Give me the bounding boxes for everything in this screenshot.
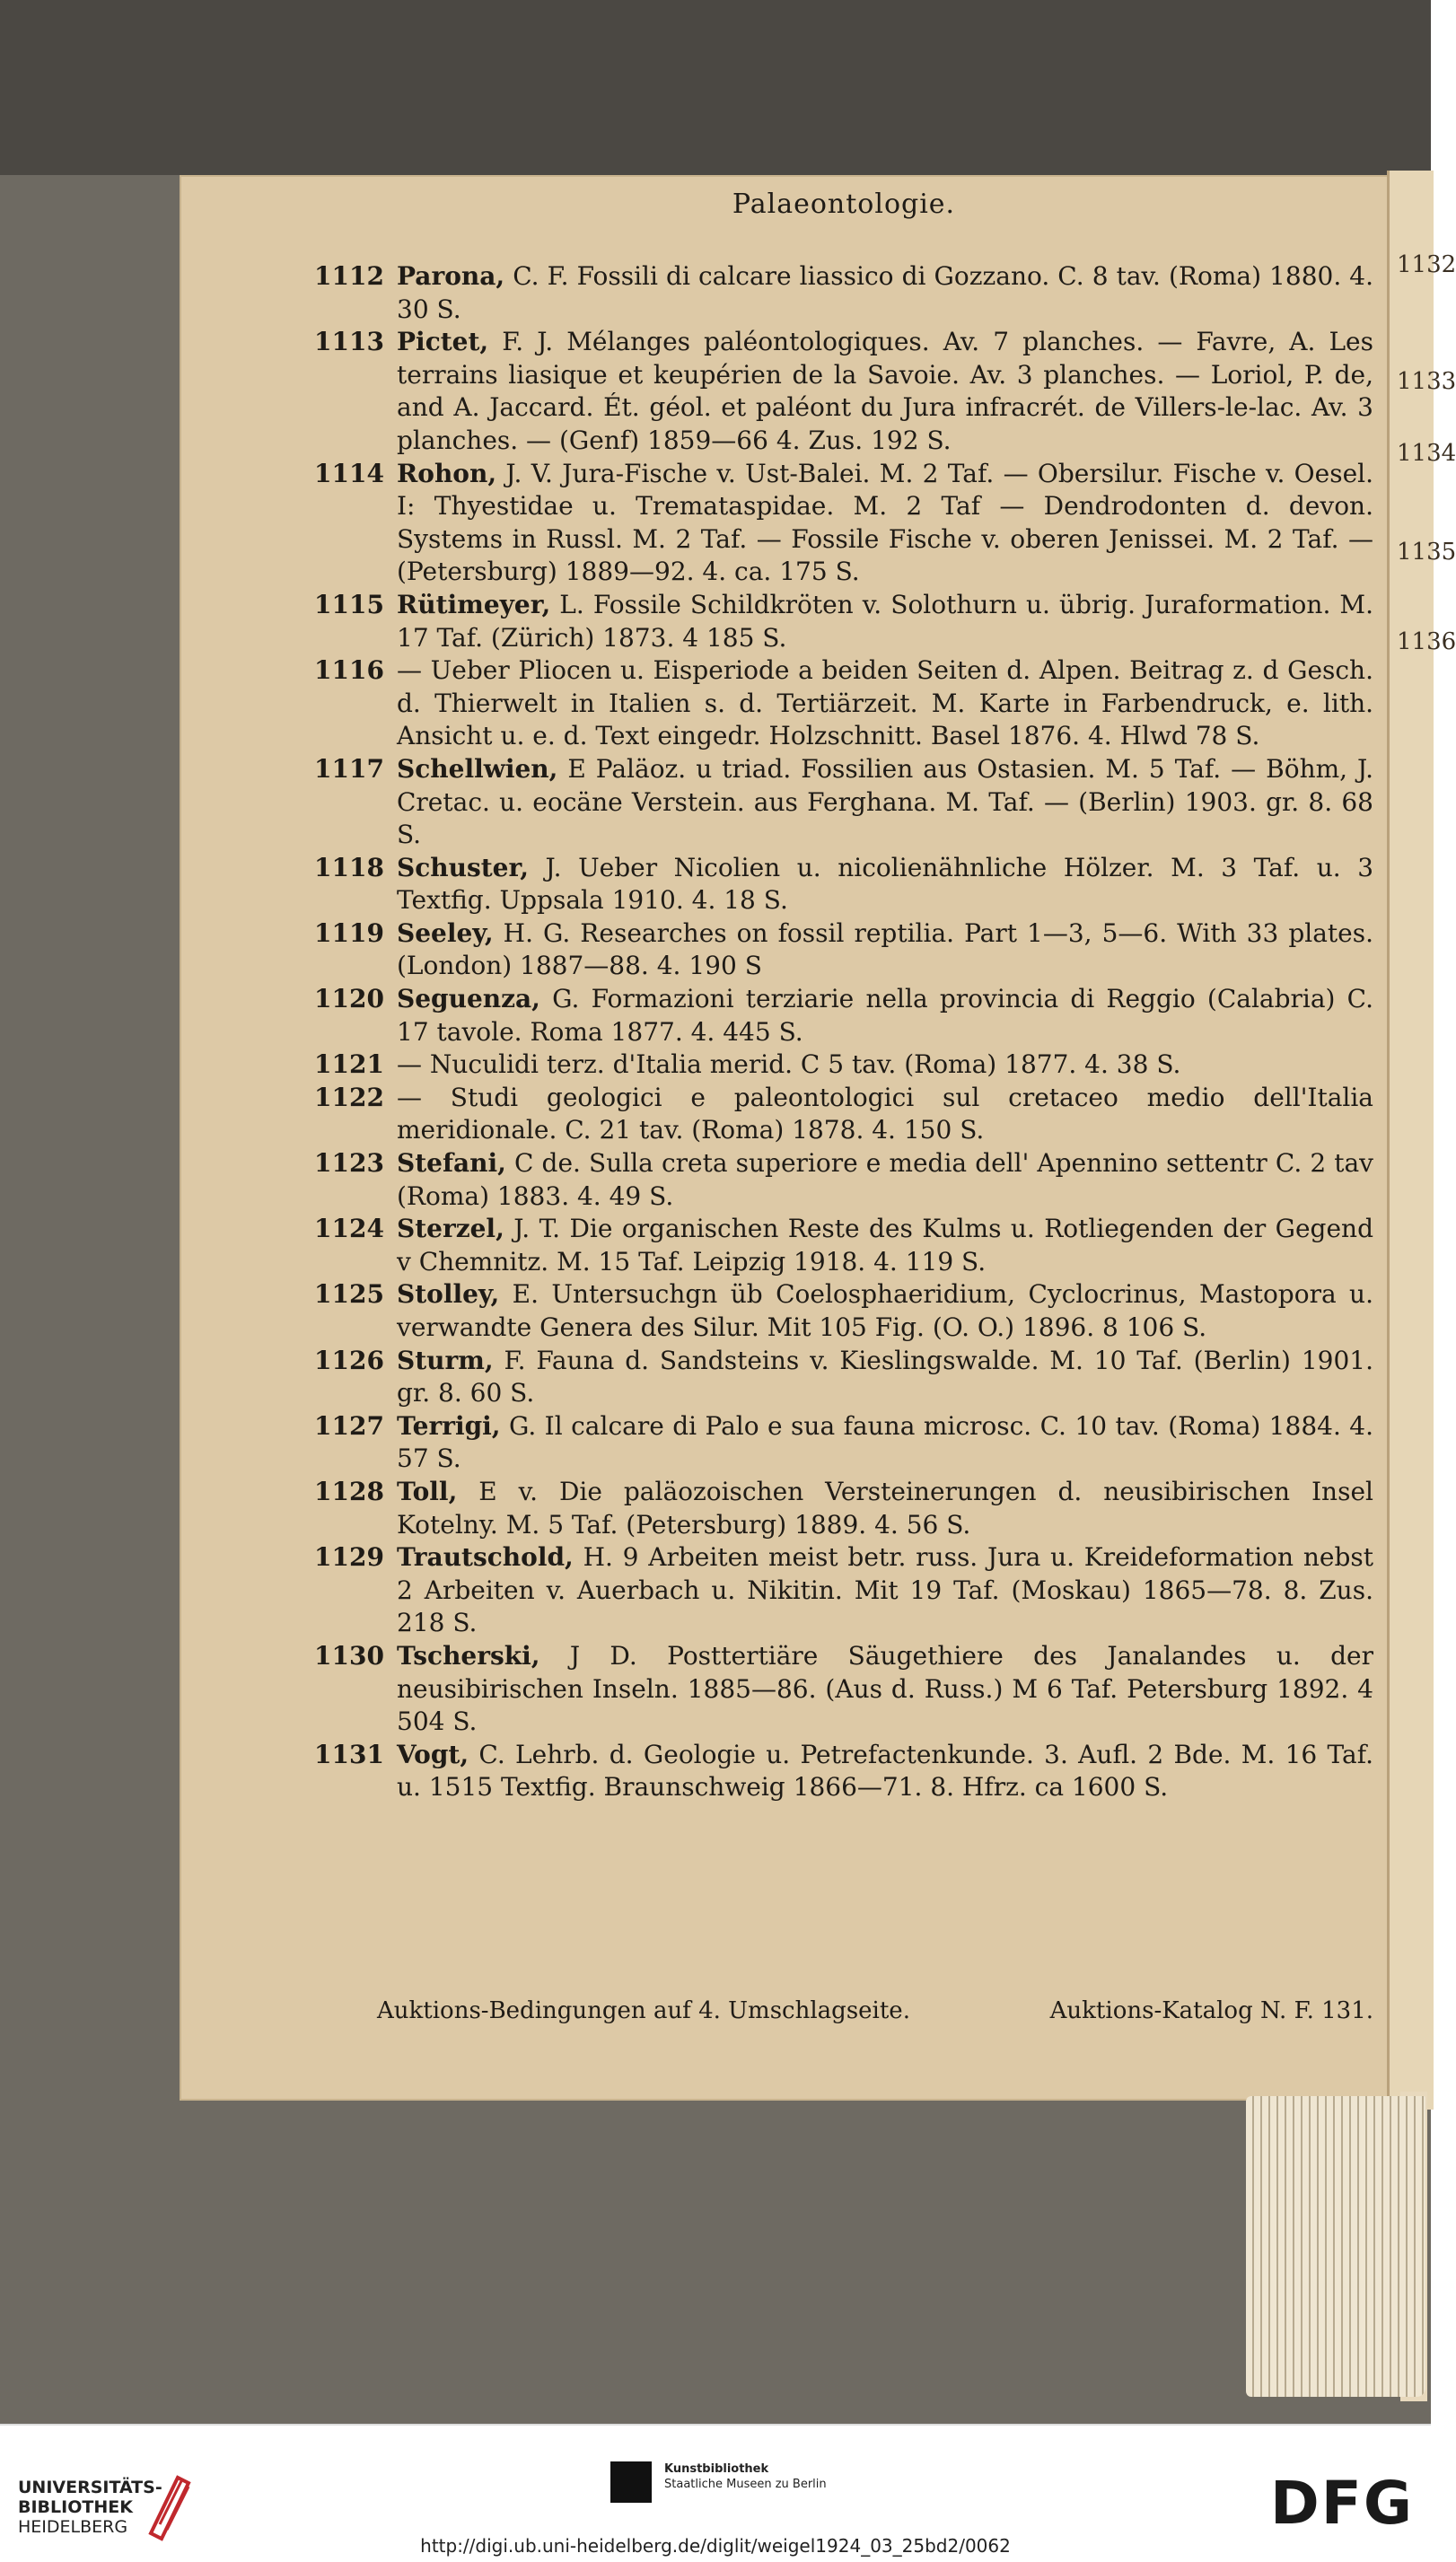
catalog-entry xyxy=(314,1345,1373,1410)
catalog-entry xyxy=(314,260,1373,326)
entry-number: 1130 xyxy=(314,1640,384,1671)
entry-author: Seeley, xyxy=(397,917,494,948)
footer-left: Auktions-Bedingungen auf 4. Umschlagseite. xyxy=(377,1997,910,2024)
entry-number: 1114 xyxy=(314,458,384,488)
entry-text: — Ueber Pliocen u. Eisperiode a beiden Seiten d. Alpen. Beitrag z. d Gesch. d. Thierwelt in Italien s. d. Tertiärzeit. M. Karte in Farbendruck, e. lith. Ansicht u. e. d. Text eingedr. Holzschnitt. Basel 1876. 4. Hlwd 78 S. xyxy=(397,655,1373,751)
entry-text: F. Fauna d. Sandsteins v. Kieslingswalde. M. 10 Taf. (Berlin) 1901. gr. 8. 60 S. xyxy=(397,1345,1373,1408)
entry-author: Sterzel, xyxy=(397,1214,504,1244)
book-stack xyxy=(1246,2096,1425,2397)
entry-text: H. G. Researches on fossil reptilia. Part 1—3, 5—6. With 33 plates. (London) 1887—88. 4. 190 S xyxy=(397,917,1373,981)
entry-number: 1128 xyxy=(314,1476,384,1506)
kunstbibliothek-logo-icon[interactable] xyxy=(610,2461,652,2503)
ub-line2: BIBLIOTHEK xyxy=(18,2497,133,2517)
page-title: Palaeontologie. xyxy=(732,189,956,220)
ub-heidelberg-logo[interactable] xyxy=(18,2478,162,2537)
kb-line2: Staatliche Museen zu Berlin xyxy=(664,2478,827,2491)
catalog-entry xyxy=(314,917,1373,983)
entry-text: — Studi geologici e paleontologici sul cretaceo medio dell'Italia meridionale. C. 21 tav. (Roma) 1878. 4. 150 S. xyxy=(397,1082,1373,1145)
entry-author: Parona, xyxy=(397,261,505,291)
edge-number: 1136 xyxy=(1397,628,1456,655)
entry-author: Sturm, xyxy=(397,1345,494,1375)
catalog-entry xyxy=(314,753,1373,852)
entry-author: Terrigi, xyxy=(397,1410,501,1441)
entry-author: Vogt, xyxy=(397,1739,469,1769)
kb-line1: Kunstbibliothek xyxy=(664,2462,769,2476)
edge-number: 1134 xyxy=(1397,440,1456,467)
entry-text: E v. Die paläozoischen Versteinerungen d. neusibirischen Insel Kotelny. M. 5 Taf. (Petersburg) 1889. 4. 56 S. xyxy=(397,1476,1373,1540)
catalog-entry xyxy=(314,1410,1373,1476)
ub-emblem-icon xyxy=(142,2470,196,2540)
catalog-entry xyxy=(314,1541,1373,1640)
entry-text: — Nuculidi terz. d'Italia merid. C 5 tav. (Roma) 1877. 4. 38 S. xyxy=(397,1049,1181,1080)
entry-number: 1122 xyxy=(314,1082,384,1112)
catalog-entry xyxy=(314,1640,1373,1739)
entry-text: J. Ueber Nicolien u. nicolienähnliche Hölzer. M. 3 Taf. u. 3 Textfig. Uppsala 1910. 4. 18 S. xyxy=(397,852,1374,916)
entry-number: 1119 xyxy=(314,917,384,948)
entry-author: Pictet, xyxy=(397,327,489,357)
ub-line3: HEIDELBERG xyxy=(18,2517,128,2537)
catalog-entry xyxy=(314,1048,1373,1082)
entry-number: 1121 xyxy=(314,1049,384,1080)
entry-text: F. J. Mélanges paléontologiques. Av. 7 planches. — Favre, A. Les terrains liasique et keupérien de la Savoie. Av. 3 planches. — Loriol, P. de, and A. Jaccard. Ét. géol. et paléont du Jura infracrét. de Villers-le-lac. Av. 3 planches. — (Genf) 1859—66 4. Zus. 192 S. xyxy=(397,327,1373,455)
entry-text: J. T. Die organischen Reste des Kulms u. Rotliegenden der Gegend v Chemnitz. M. 15 Taf. Leipzig 1918. 4. 119 S. xyxy=(397,1214,1373,1277)
dfg-logo[interactable]: DFG xyxy=(1270,2469,1415,2538)
catalog-entry xyxy=(314,1082,1373,1147)
entry-number: 1120 xyxy=(314,984,384,1014)
entry-author: Trautschold, xyxy=(397,1542,574,1573)
entry-text: J. V. Jura-Fische v. Ust-Balei. M. 2 Taf. — Obersilur. Fische v. Oesel. I: Thyestidae u. Trematаspidae. M. 2 Taf — Dendrodonten d. devon. Systems in Russl. M. 2 Taf. — Fossile Fische v. oberen Jenissei. M. 2 Taf. — (Petersburg) 1889—92. 4. ca. 175 S. xyxy=(397,458,1373,587)
entry-list xyxy=(314,260,1373,1804)
catalog-entry xyxy=(314,1213,1373,1278)
entry-number: 1129 xyxy=(314,1542,384,1573)
catalog-entry xyxy=(314,326,1373,457)
entry-number: 1123 xyxy=(314,1148,384,1179)
entry-number: 1112 xyxy=(314,261,384,291)
edge-number: 1135 xyxy=(1397,539,1456,566)
entry-text: C de. Sulla creta superiore e media dell' Apennino settentr C. 2 tav (Roma) 1883. 4. 49 S. xyxy=(397,1148,1374,1211)
edge-number: 1132 xyxy=(1397,251,1456,278)
entry-author: Rohon, xyxy=(397,458,497,488)
entry-text: C. F. Fossili di calcare liassico di Gozzano. C. 8 tav. (Roma) 1880. 4. 30 S. xyxy=(397,261,1373,324)
page-footer xyxy=(377,1997,1373,2024)
entry-author: Stolley, xyxy=(397,1279,500,1310)
entry-text: E. Untersuchgn üb Coelosphaeridium, Cyclocrinus, Mastopora u. verwandte Genera des Silur. Mit 105 Fig. (O. O.) 1896. 8 106 S. xyxy=(397,1279,1373,1342)
catalog-entry xyxy=(314,1739,1373,1804)
entry-number: 1113 xyxy=(314,327,384,357)
ub-line1: UNIVERSITÄTS- xyxy=(18,2478,162,2497)
entry-author: Stefani, xyxy=(397,1148,506,1179)
edge-number: 1133 xyxy=(1397,368,1456,395)
entry-text: C. Lehrb. d. Geologie u. Petrefactenkunde. 3. Aufl. 2 Bde. M. 16 Taf. u. 1515 Textfig. Braunschweig 1866—71. 8. Hfrz. ca 1600 S. xyxy=(397,1739,1373,1803)
entry-text: E Paläoz. u triad. Fossilien aus Ostasien. M. 5 Taf. — Böhm, J. Cretac. u. eocäne Verstein. aus Ferghana. M. Taf. — (Berlin) 1903. gr. 8. 68 S. xyxy=(397,753,1373,850)
entry-number: 1125 xyxy=(314,1279,384,1310)
entry-author: Schellwien, xyxy=(397,753,558,784)
entry-text: L. Fossile Schildkröten v. Solothurn u. übrig. Juraformation. M. 17 Taf. (Zürich) 1873. 4 185 S. xyxy=(397,589,1373,653)
catalog-entry xyxy=(314,852,1373,917)
catalog-entry xyxy=(314,1476,1373,1541)
entry-author: Toll, xyxy=(397,1476,458,1506)
entry-author: Rütimeyer, xyxy=(397,589,551,619)
catalog-entry xyxy=(314,589,1373,654)
catalog-entry xyxy=(314,983,1373,1048)
entry-number: 1127 xyxy=(314,1410,384,1441)
catalog-entry xyxy=(314,1147,1373,1213)
entry-author: Tscherski, xyxy=(397,1640,540,1671)
entry-number: 1124 xyxy=(314,1214,384,1244)
entry-text: G. Formazioni terziarie nella provincia di Reggio (Calabria) C. 17 tavole. Roma 1877. 4. 445 S. xyxy=(397,984,1373,1047)
entry-text: H. 9 Arbeiten meist betr. russ. Jura u. Kreideformation nebst 2 Arbeiten v. Auerbach u. Nikitin. Mit 19 Taf. (Moskau) 1865—78. 8. Zus. 218 S. xyxy=(397,1542,1373,1638)
entry-number: 1117 xyxy=(314,753,384,784)
footer-right: Auktions-Katalog N. F. 131. xyxy=(1049,1997,1373,2024)
entry-text: J D. Posttertiäre Säugethiere des Janalandes u. der neusibirischen Inseln. 1885—86. (Aus d. Russ.) M 6 Taf. Petersburg 1892. 4 504 S. xyxy=(397,1640,1373,1737)
scanner-top-shadow xyxy=(0,0,1431,175)
catalog-entry xyxy=(314,458,1373,589)
entry-number: 1126 xyxy=(314,1345,384,1375)
entry-author: Seguenza, xyxy=(397,984,540,1014)
entry-number: 1115 xyxy=(314,589,384,619)
next-page-edge xyxy=(1387,171,1456,2110)
entry-number: 1118 xyxy=(314,852,384,882)
catalog-entry xyxy=(314,1278,1373,1344)
entry-author: Schuster, xyxy=(397,852,529,882)
catalog-entry xyxy=(314,654,1373,753)
source-url-link[interactable]: http://digi.ub.uni-heidelberg.de/diglit/weigel1924_03_25bd2/0062 xyxy=(420,2535,1011,2557)
entry-number: 1116 xyxy=(314,655,384,686)
entry-text: G. Il calcare di Palo e sua fauna microsc. C. 10 tav. (Roma) 1884. 4. 57 S. xyxy=(397,1410,1373,1474)
entry-number: 1131 xyxy=(314,1739,384,1769)
bottom-banner xyxy=(0,2424,1431,2562)
kunstbibliothek-text xyxy=(664,2461,827,2492)
